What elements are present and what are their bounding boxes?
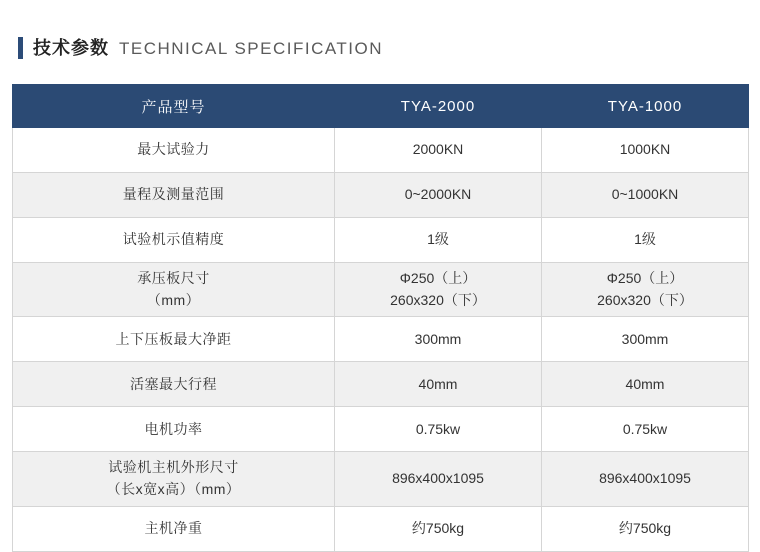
row-value-tya1000: 896x400x1095 [542, 452, 749, 506]
spec-table [12, 84, 749, 552]
row-value-tya2000: 40mm [335, 362, 542, 407]
row-value-tya2000: 2000KN [335, 128, 542, 173]
row-value-tya1000: 40mm [542, 362, 749, 407]
row-value-tya1000: 约750kg [542, 506, 749, 551]
page-title-cn: 技术参数 [33, 38, 109, 58]
row-value-tya2000: 0~2000KN [335, 173, 542, 218]
row-label: 试验机主机外形尺寸 （长x宽x高）（mm） [13, 452, 335, 506]
table-header-cell-1: TYA-2000 [335, 85, 542, 128]
row-value-tya2000: 约750kg [335, 506, 542, 551]
row-value-tya2000: 300mm [335, 317, 542, 362]
table-row [13, 452, 749, 506]
page-title [0, 0, 760, 66]
table-row [13, 506, 749, 551]
table-row [13, 263, 749, 317]
row-value-tya2000: 896x400x1095 [335, 452, 542, 506]
row-value-tya1000: 300mm [542, 317, 749, 362]
table-row [13, 218, 749, 263]
row-value-tya2000: Φ250（上） 260x320（下） [335, 263, 542, 317]
row-value-tya1000: 0.75kw [542, 407, 749, 452]
page-title-en: TECHNICAL SPECIFICATION [119, 38, 384, 58]
row-label: 试验机示值精度 [13, 218, 335, 263]
table-row [13, 128, 749, 173]
row-label: 承压板尺寸 （mm） [13, 263, 335, 317]
table-header-cell-0: 产品型号 [13, 85, 335, 128]
row-label: 主机净重 [13, 506, 335, 551]
row-label: 上下压板最大净距 [13, 317, 335, 362]
table-row [13, 362, 749, 407]
row-label: 最大试验力 [13, 128, 335, 173]
row-label: 量程及测量范围 [13, 173, 335, 218]
table-row [13, 317, 749, 362]
table-header-row [13, 85, 749, 128]
row-label: 活塞最大行程 [13, 362, 335, 407]
row-value-tya2000: 0.75kw [335, 407, 542, 452]
spec-table-wrapper [12, 84, 748, 552]
row-value-tya1000: 0~1000KN [542, 173, 749, 218]
table-header-cell-2: TYA-1000 [542, 85, 749, 128]
title-accent-bar [18, 37, 23, 59]
table-row [13, 173, 749, 218]
row-value-tya1000: 1级 [542, 218, 749, 263]
spec-table-body [13, 128, 749, 552]
row-value-tya1000: Φ250（上） 260x320（下） [542, 263, 749, 317]
table-row [13, 407, 749, 452]
row-label: 电机功率 [13, 407, 335, 452]
row-value-tya1000: 1000KN [542, 128, 749, 173]
row-value-tya2000: 1级 [335, 218, 542, 263]
